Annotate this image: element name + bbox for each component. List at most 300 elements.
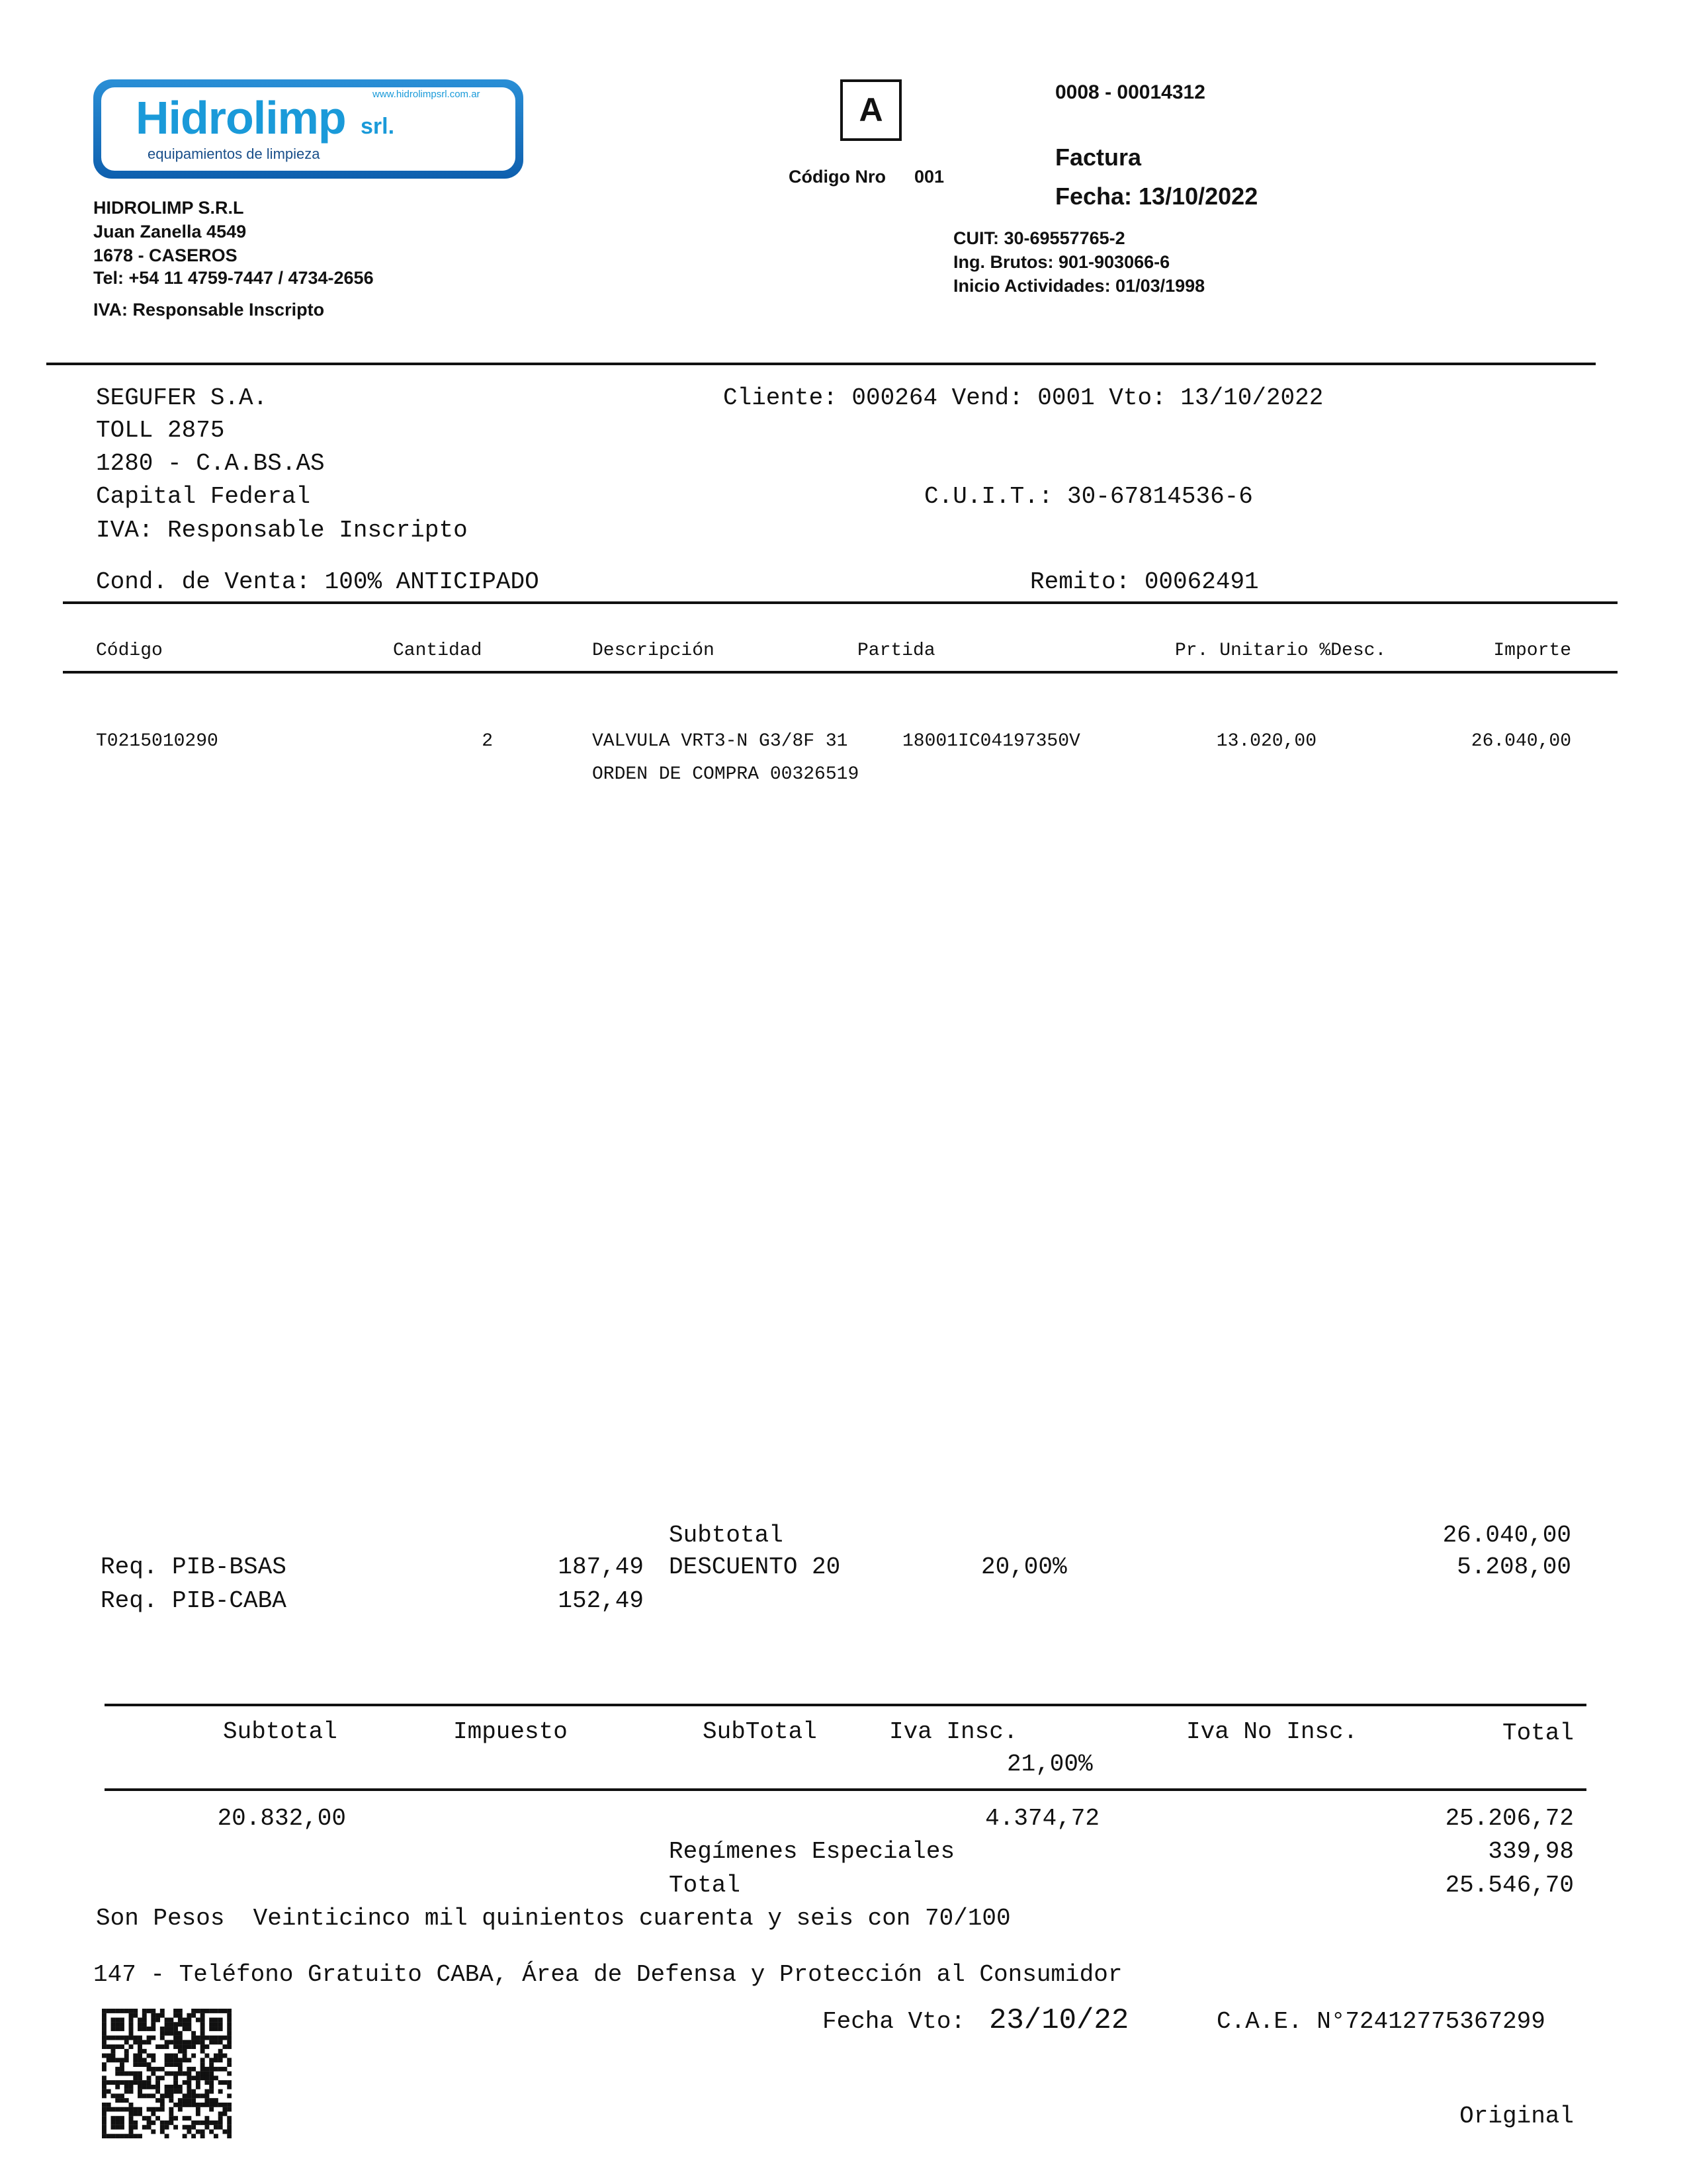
copy-label: Original <box>1459 2103 1574 2130</box>
qr-module <box>187 2129 191 2134</box>
perc-label: Req. PIB-CABA <box>101 1587 286 1614</box>
qr-module <box>227 2031 232 2036</box>
qr-module <box>178 2049 183 2054</box>
qr-module <box>178 2089 183 2094</box>
qr-module <box>111 2027 116 2031</box>
qr-module <box>227 2040 232 2044</box>
qr-module <box>183 2072 187 2076</box>
qr-module <box>102 2120 107 2125</box>
col-descripcion: Descripción <box>592 640 714 661</box>
qr-module <box>115 2098 120 2103</box>
qr-module <box>204 2093 209 2098</box>
qr-module <box>209 2058 214 2062</box>
qr-module <box>178 2072 183 2076</box>
qr-module <box>191 2040 196 2044</box>
qr-module <box>102 2134 107 2138</box>
qr-module <box>120 2058 124 2062</box>
qr-module <box>173 2036 178 2040</box>
qr-module <box>102 2062 107 2067</box>
qr-module <box>142 2027 147 2031</box>
qr-module <box>129 2072 134 2076</box>
qr-module <box>200 2103 205 2107</box>
qr-module <box>183 2125 187 2130</box>
qr-module <box>204 2080 209 2085</box>
qr-module <box>214 2054 218 2058</box>
qr-module <box>120 2080 124 2085</box>
qr-module <box>187 2116 191 2120</box>
qr-module <box>129 2085 134 2089</box>
qr-module <box>200 2027 205 2031</box>
qr-module <box>160 2031 165 2036</box>
qr-module <box>183 2134 187 2138</box>
qr-module <box>214 2120 218 2125</box>
qr-module <box>227 2022 232 2027</box>
totals-col-iva-insc: Iva Insc. <box>889 1718 1018 1745</box>
qr-module <box>107 2036 111 2040</box>
qr-module <box>200 2134 205 2138</box>
totals-subtotal: 20.832,00 <box>217 1805 346 1832</box>
qr-module <box>155 2116 160 2120</box>
qr-module <box>155 2067 160 2072</box>
qr-module <box>138 2075 142 2080</box>
qr-module <box>227 2044 232 2049</box>
qr-module <box>129 2027 134 2031</box>
qr-module <box>147 2107 151 2112</box>
qr-module <box>169 2031 173 2036</box>
qr-module <box>165 2018 169 2023</box>
qr-module <box>147 2054 151 2058</box>
qr-module <box>115 2080 120 2085</box>
qr-module <box>178 2103 183 2107</box>
qr-module <box>200 2067 205 2072</box>
qr-module <box>204 2067 209 2072</box>
regimenes-value: 339,98 <box>1488 1838 1574 1865</box>
qr-module <box>155 2098 160 2103</box>
qr-module <box>120 2067 124 2072</box>
qr-module <box>183 2027 187 2031</box>
qr-module <box>102 2129 107 2134</box>
descuento-pct: 20,00% <box>981 1553 1067 1581</box>
qr-module <box>218 2125 223 2130</box>
qr-module <box>151 2107 155 2112</box>
perc-label: Req. PIB-BSAS <box>101 1553 286 1581</box>
qr-module <box>133 2125 138 2130</box>
qr-module <box>142 2022 147 2027</box>
qr-module <box>209 2072 214 2076</box>
qr-module <box>187 2044 191 2049</box>
qr-module <box>142 2085 147 2089</box>
qr-module <box>218 2009 223 2013</box>
qr-module <box>102 2036 107 2040</box>
qr-module <box>147 2075 151 2080</box>
qr-module <box>227 2125 232 2130</box>
qr-module <box>147 2062 151 2067</box>
qr-module <box>133 2062 138 2067</box>
total-value: 25.546,70 <box>1445 1872 1574 1899</box>
qr-module <box>102 2067 107 2072</box>
qr-code <box>102 2009 232 2138</box>
qr-module <box>160 2125 165 2130</box>
qr-module <box>187 2085 191 2089</box>
codigo-label: Código Nro <box>789 167 886 187</box>
qr-module <box>120 2062 124 2067</box>
son-pesos: Son Pesos Veinticinco mil quinientos cuarenta y seis con 70/100 <box>96 1905 1011 1932</box>
remito: Remito: 00062491 <box>1030 568 1259 595</box>
totals-col-impuesto: Impuesto <box>453 1718 568 1745</box>
qr-module <box>165 2044 169 2049</box>
qr-module <box>124 2009 129 2013</box>
qr-module <box>160 2093 165 2098</box>
qr-module <box>160 2009 165 2013</box>
qr-module <box>200 2044 205 2049</box>
qr-module <box>191 2031 196 2036</box>
qr-module <box>133 2040 138 2044</box>
qr-module <box>115 2009 120 2013</box>
qr-module <box>204 2103 209 2107</box>
qr-module <box>214 2075 218 2080</box>
qr-module <box>160 2107 165 2112</box>
qr-module <box>169 2116 173 2120</box>
qr-module <box>120 2009 124 2013</box>
col-partida: Partida <box>857 640 935 661</box>
qr-module <box>102 2116 107 2120</box>
qr-module <box>151 2111 155 2116</box>
item-unitario: 13.020,00 <box>1216 731 1317 752</box>
qr-module <box>147 2036 151 2040</box>
qr-module <box>129 2107 134 2112</box>
qr-module <box>129 2022 134 2027</box>
qr-module <box>138 2134 142 2138</box>
codigo-value: 001 <box>914 167 945 187</box>
qr-module <box>173 2022 178 2027</box>
qr-module <box>115 2058 120 2062</box>
qr-module <box>173 2027 178 2031</box>
qr-module <box>107 2058 111 2062</box>
qr-module <box>204 2120 209 2125</box>
total-label: Total <box>669 1872 741 1899</box>
qr-module <box>187 2072 191 2076</box>
perc-value: 187,49 <box>558 1553 644 1581</box>
qr-module <box>111 2018 116 2023</box>
descuento-label: DESCUENTO 20 <box>669 1553 841 1581</box>
qr-module <box>169 2062 173 2067</box>
qr-module <box>111 2036 116 2040</box>
qr-module <box>200 2129 205 2134</box>
qr-module <box>204 2044 209 2049</box>
qr-module <box>120 2022 124 2027</box>
qr-module <box>115 2120 120 2125</box>
qr-module <box>133 2072 138 2076</box>
qr-module <box>151 2072 155 2076</box>
qr-module <box>169 2093 173 2098</box>
qr-module <box>187 2022 191 2027</box>
qr-module <box>200 2058 205 2062</box>
qr-module <box>111 2120 116 2125</box>
qr-module <box>151 2022 155 2027</box>
qr-module <box>191 2125 196 2130</box>
qr-module <box>133 2111 138 2116</box>
qr-module <box>138 2027 142 2031</box>
qr-module <box>218 2067 223 2072</box>
qr-module <box>187 2098 191 2103</box>
qr-module <box>165 2027 169 2031</box>
qr-module <box>102 2013 107 2018</box>
qr-module <box>120 2027 124 2031</box>
item-codigo: T0215010290 <box>96 731 218 752</box>
divider <box>63 601 1618 604</box>
qr-module <box>142 2009 147 2013</box>
qr-module <box>209 2075 214 2080</box>
qr-module <box>107 2044 111 2049</box>
qr-module <box>218 2018 223 2023</box>
qr-module <box>183 2103 187 2107</box>
qr-module <box>187 2058 191 2062</box>
qr-module <box>200 2018 205 2023</box>
qr-module <box>111 2022 116 2027</box>
qr-module <box>214 2067 218 2072</box>
qr-module <box>133 2120 138 2125</box>
qr-module <box>138 2022 142 2027</box>
qr-module <box>142 2040 147 2044</box>
qr-module <box>214 2058 218 2062</box>
qr-module <box>200 2072 205 2076</box>
qr-module <box>173 2040 178 2044</box>
qr-module <box>200 2120 205 2125</box>
qr-module <box>115 2018 120 2023</box>
qr-module <box>155 2089 160 2094</box>
qr-module <box>124 2085 129 2089</box>
issuer-inicio: Inicio Actividades: 01/03/1998 <box>953 276 1205 296</box>
item-cantidad: 2 <box>482 731 493 752</box>
perc-value: 152,49 <box>558 1587 644 1614</box>
qr-module <box>165 2031 169 2036</box>
qr-module <box>151 2067 155 2072</box>
qr-module <box>173 2089 178 2094</box>
qr-module <box>173 2054 178 2058</box>
qr-module <box>165 2120 169 2125</box>
qr-module <box>169 2085 173 2089</box>
qr-module <box>102 2107 107 2112</box>
qr-module <box>102 2080 107 2085</box>
qr-module <box>102 2075 107 2080</box>
qr-module <box>129 2129 134 2134</box>
qr-module <box>102 2111 107 2116</box>
qr-module <box>169 2018 173 2023</box>
qr-module <box>138 2058 142 2062</box>
qr-module <box>183 2093 187 2098</box>
qr-module <box>111 2058 116 2062</box>
qr-module <box>178 2067 183 2072</box>
qr-module <box>120 2093 124 2098</box>
qr-module <box>169 2072 173 2076</box>
qr-module <box>196 2085 200 2089</box>
client-account-line: Cliente: 000264 Vend: 0001 Vto: 13/10/2022 <box>723 384 1324 412</box>
qr-module <box>227 2036 232 2040</box>
qr-module <box>178 2062 183 2067</box>
qr-module <box>227 2116 232 2120</box>
qr-module <box>178 2036 183 2040</box>
qr-module <box>200 2009 205 2013</box>
qr-module <box>138 2085 142 2089</box>
qr-module <box>107 2134 111 2138</box>
qr-module <box>120 2072 124 2076</box>
qr-module <box>124 2054 129 2058</box>
qr-module <box>151 2058 155 2062</box>
qr-module <box>107 2089 111 2094</box>
qr-module <box>115 2107 120 2112</box>
divider <box>46 363 1596 365</box>
qr-module <box>178 2009 183 2013</box>
qr-module <box>227 2062 232 2067</box>
qr-module <box>142 2049 147 2054</box>
qr-module <box>227 2129 232 2134</box>
client-city: 1280 - C.A.BS.AS <box>96 450 325 477</box>
divider <box>105 1704 1586 1706</box>
qr-module <box>214 2018 218 2023</box>
qr-module <box>129 2120 134 2125</box>
qr-module <box>227 2107 232 2112</box>
qr-module <box>214 2027 218 2031</box>
qr-module <box>160 2075 165 2080</box>
doc-date: Fecha: 13/10/2022 <box>1055 183 1258 210</box>
qr-module <box>173 2080 178 2085</box>
issuer-phone: Tel: +54 11 4759-7447 / 4734-2656 <box>93 268 374 288</box>
qr-module <box>133 2036 138 2040</box>
qr-module <box>111 2044 116 2049</box>
qr-module <box>196 2009 200 2013</box>
qr-module <box>102 2054 107 2058</box>
qr-module <box>160 2129 165 2134</box>
qr-module <box>129 2134 134 2138</box>
qr-module <box>124 2134 129 2138</box>
qr-module <box>165 2062 169 2067</box>
qr-module <box>222 2129 227 2134</box>
qr-module <box>138 2080 142 2085</box>
qr-module <box>173 2075 178 2080</box>
qr-module <box>173 2031 178 2036</box>
qr-module <box>111 2116 116 2120</box>
qr-module <box>204 2089 209 2094</box>
qr-module <box>155 2075 160 2080</box>
divider <box>105 1788 1586 1791</box>
qr-module <box>218 2049 223 2054</box>
qr-module <box>173 2125 178 2130</box>
qr-module <box>183 2116 187 2120</box>
qr-module <box>165 2040 169 2044</box>
qr-module <box>196 2103 200 2107</box>
vto-value: 23/10/22 <box>989 2004 1129 2037</box>
qr-module <box>155 2107 160 2112</box>
qr-module <box>227 2018 232 2023</box>
qr-module <box>165 2072 169 2076</box>
qr-module <box>165 2058 169 2062</box>
qr-module <box>142 2062 147 2067</box>
qr-module <box>191 2009 196 2013</box>
qr-module <box>102 2022 107 2027</box>
qr-module <box>120 2036 124 2040</box>
qr-module <box>102 2089 107 2094</box>
qr-module <box>142 2013 147 2018</box>
qr-module <box>209 2089 214 2094</box>
qr-module <box>196 2080 200 2085</box>
client-province: Capital Federal <box>96 483 311 510</box>
qr-module <box>124 2098 129 2103</box>
client-iva: IVA: Responsable Inscripto <box>96 517 468 544</box>
qr-module <box>165 2085 169 2089</box>
qr-module <box>196 2018 200 2023</box>
qr-module <box>187 2040 191 2044</box>
qr-module <box>209 2022 214 2027</box>
qr-module <box>209 2062 214 2067</box>
qr-module <box>120 2120 124 2125</box>
qr-module <box>107 2080 111 2085</box>
qr-module <box>227 2013 232 2018</box>
qr-module <box>102 2093 107 2098</box>
subtotal-label: Subtotal <box>669 1522 783 1549</box>
qr-module <box>173 2058 178 2062</box>
item-descripcion: VALVULA VRT3-N G3/8F 31 <box>592 731 848 752</box>
client-name: SEGUFER S.A. <box>96 384 268 412</box>
qr-module <box>111 2125 116 2130</box>
qr-module <box>129 2031 134 2036</box>
logo-url: www.hidrolimpsrl.com.ar <box>372 89 480 100</box>
qr-module <box>191 2103 196 2107</box>
qr-module <box>160 2120 165 2125</box>
qr-module <box>200 2031 205 2036</box>
qr-module <box>227 2085 232 2089</box>
qr-module <box>191 2075 196 2080</box>
qr-module <box>183 2018 187 2023</box>
qr-module <box>196 2036 200 2040</box>
qr-module <box>178 2098 183 2103</box>
qr-module <box>222 2080 227 2085</box>
qr-module <box>102 2031 107 2036</box>
qr-module <box>191 2013 196 2018</box>
invoice-letter: A <box>840 79 902 141</box>
qr-module <box>138 2072 142 2076</box>
qr-module <box>129 2111 134 2116</box>
qr-module <box>102 2040 107 2044</box>
qr-module <box>204 2072 209 2076</box>
qr-module <box>147 2009 151 2013</box>
qr-module <box>227 2134 232 2138</box>
qr-module <box>155 2013 160 2018</box>
qr-module <box>191 2134 196 2138</box>
qr-module <box>169 2040 173 2044</box>
qr-module <box>187 2103 191 2107</box>
qr-module <box>133 2107 138 2112</box>
item-detalle: ORDEN DE COMPRA 00326519 <box>592 764 859 785</box>
qr-module <box>129 2044 134 2049</box>
qr-module <box>102 2125 107 2130</box>
qr-module <box>173 2009 178 2013</box>
qr-module <box>107 2103 111 2107</box>
qr-module <box>111 2107 116 2112</box>
qr-module <box>160 2098 165 2103</box>
qr-module <box>200 2036 205 2040</box>
totals-iva: 4.374,72 <box>985 1805 1100 1832</box>
qr-module <box>214 2098 218 2103</box>
qr-module <box>209 2018 214 2023</box>
qr-module <box>151 2013 155 2018</box>
qr-module <box>120 2107 124 2112</box>
qr-module <box>227 2058 232 2062</box>
qr-module <box>218 2116 223 2120</box>
qr-module <box>124 2080 129 2085</box>
qr-module <box>214 2125 218 2130</box>
qr-module <box>111 2009 116 2013</box>
qr-module <box>124 2072 129 2076</box>
